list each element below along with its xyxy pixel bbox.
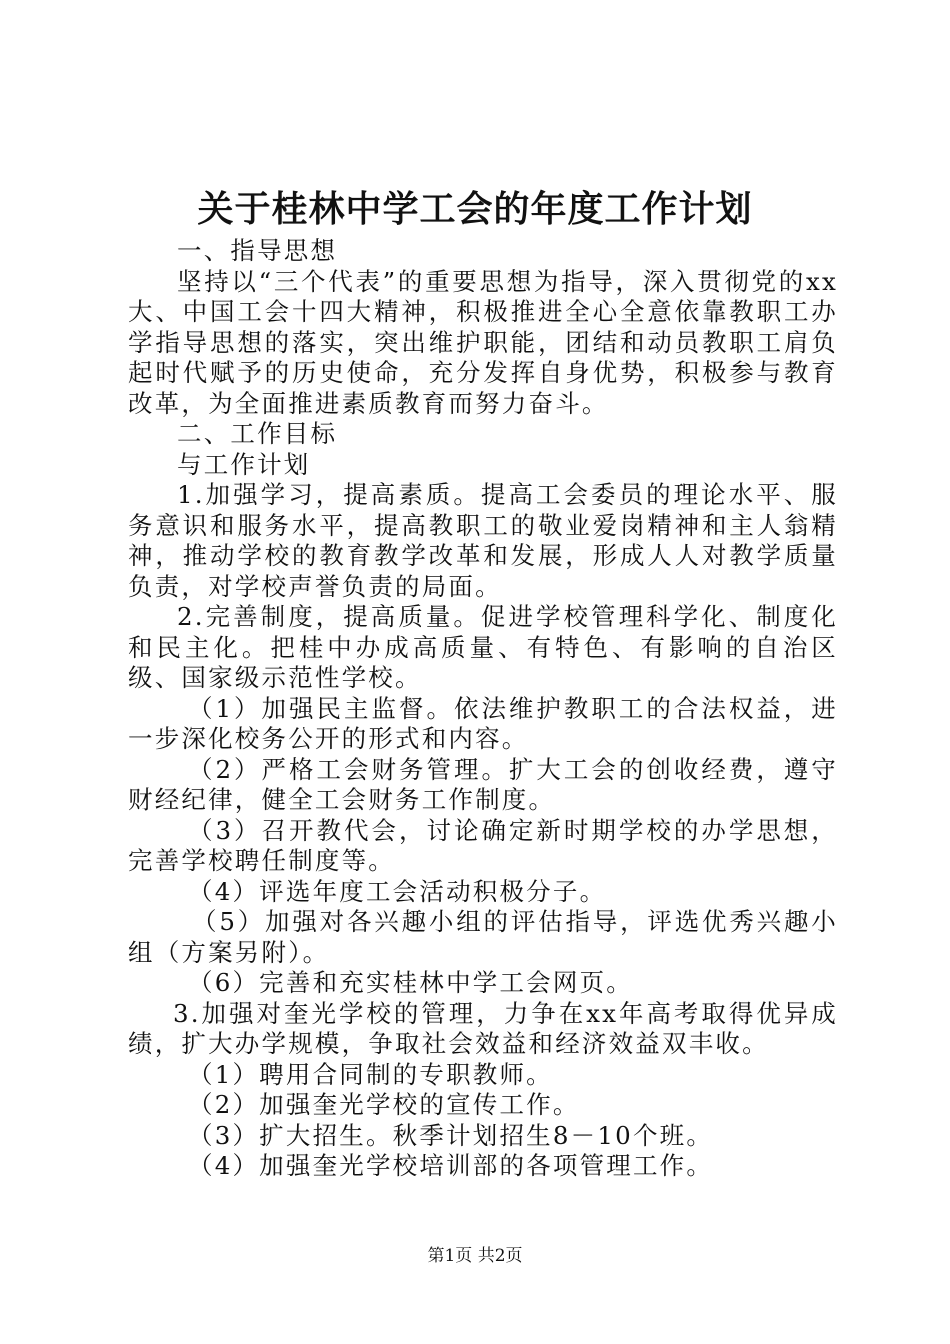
- paragraph-item-3-4: （4）加强奎光学校培训部的各项管理工作。: [188, 1151, 714, 1180]
- section-heading-work-goals: 二、工作目标: [177, 419, 338, 448]
- paragraph-guiding-ideology: 坚持以“三个代表”的重要思想为指导，深入贯彻党的xx大、中国工会十四大精神，积极推进全心全意依靠教职工办学指导思想的落实，突出维护职能，团结和动员教职工肩负起时代赋予的历史使命，充分发挥自身优势，积极参与教育改革，为全面推进素质教育而努力奋斗。: [128, 266, 838, 418]
- paragraph-item-2: 2.完善制度，提高质量。促进学校管理科学化、制度化和民主化。把桂中办成高质量、有特色、有影响的自治区级、国家级示范性学校。: [128, 602, 838, 692]
- page-footer: 第1页 共2页: [427, 1246, 523, 1266]
- paragraph-item-2-6: （6）完善和充实桂林中学工会网页。: [188, 968, 633, 997]
- paragraph-item-3: 3.加强对奎光学校的管理，力争在xx年高考取得优异成绩，扩大办学规模，争取社会效益和经济效益双丰收。: [128, 998, 838, 1058]
- document-body: [128, 236, 838, 1182]
- document-title: 关于桂林中学工会的年度工作计划: [197, 188, 753, 230]
- paragraph-item-3-3: （3）扩大招生。秋季计划招生8－10个班。: [188, 1120, 714, 1150]
- paragraph-item-2-2: （2）严格工会财务管理。扩大工会的创收经费，遵守财经纪律，健全工会财务工作制度。: [128, 754, 838, 814]
- paragraph-item-3-2: （2）加强奎光学校的宣传工作。: [188, 1090, 580, 1119]
- paragraph-item-2-3: （3）召开教代会，讨论确定新时期学校的办学思想，完善学校聘任制度等。: [128, 815, 838, 875]
- paragraph-item-3-1: （1）聘用合同制的专职教师。: [188, 1059, 553, 1089]
- section-heading-guiding-ideology: 一、指导思想: [177, 236, 338, 265]
- section-heading-work-plan: 与工作计划: [177, 449, 311, 479]
- paragraph-item-2-1: （1）加强民主监督。依法维护教职工的合法权益，进一步深化校务公开的形式和内容。: [128, 693, 838, 753]
- paragraph-item-1: 1.加强学习，提高素质。提高工会委员的理论水平、服务意识和服务水平，提高教职工的敬业爱岗精神和主人翁精神，推动学校的教育教学改革和发展，形成人人对教学质量负责，对学校声誉负责的局面。: [128, 480, 838, 601]
- paragraph-item-2-4: （4）评选年度工会活动积极分子。: [188, 876, 607, 906]
- paragraph-item-2-5: （5）加强对各兴趣小组的评估指导，评选优秀兴趣小组（方案另附）。: [128, 907, 838, 967]
